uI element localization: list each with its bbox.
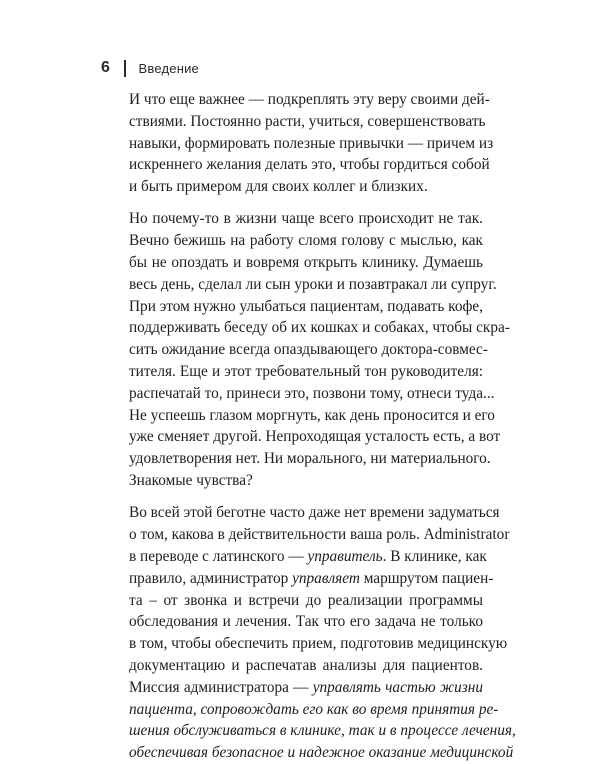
text-run: в переводе с латинского — [129,547,308,565]
text-run: ствиями. Постоянно расти, учиться, совершенствовать [129,112,486,130]
text-line [129,133,494,155]
text-run: Не успеешь глазом моргнуть, как день проносится и его [129,406,495,424]
body-text [129,89,516,764]
text-line [129,590,483,612]
text-run: Но почему-то в жизни чаще всего происходит не так. [129,210,483,228]
text-line [129,296,483,318]
text-run: уже сменяет другой. Непроходящая усталость есть, а вот [129,428,501,446]
text-line [129,405,495,427]
emphasis-text: обеспечивая безопасное и надежное оказание медицинской [129,744,514,762]
emphasis-text: шения обслуживаться в клинике, так и в процессе лечения, [129,722,516,740]
text-line [129,252,483,274]
text-line [129,546,487,568]
text-run: искреннего желания делать это, чтобы гордиться собой [129,156,490,174]
text-run: И что еще важнее — подкреплять эту веру своими дей- [129,91,490,108]
running-header [101,59,199,77]
text-line [129,633,508,655]
text-line [129,361,483,383]
page-number: 6 [101,59,110,76]
text-line [129,611,483,633]
text-run: . В клинике, как [382,547,487,565]
text-run: та – от звонка и встречи до реализации программы [129,591,483,609]
header-separator [124,60,126,77]
text-line [129,677,483,699]
text-line [129,655,483,677]
text-line [129,383,495,405]
text-run: Знакомые чувства? [129,472,253,490]
text-run: распечатай то, принеси это, позвони тому, отнеси туда... [129,384,495,402]
text-run: бы не опоздать и вовремя открыть клинику. Думаешь [129,254,483,272]
text-run: Миссия администратора — [129,678,313,696]
text-run: о том, какова в действительности ваша роль. Administrator [129,526,510,544]
emphasis-text: управлять частью жизни [312,678,483,696]
emphasis-text: управитель [307,547,383,565]
text-line [129,742,514,764]
text-line [129,470,483,492]
text-run: в том, чтобы обеспечить прием, подготовив медицинскую [129,635,508,653]
text-line [129,720,516,742]
text-line [129,208,483,230]
emphasis-text: управляет [292,569,360,587]
text-run: маршрутом пациен- [359,569,494,587]
text-line [129,230,483,252]
text-run: Вечно бежишь на работу сломя голову с мыслью, как [129,232,483,250]
text-run: навыки, формировать полезные привычки — причем из [129,134,494,152]
text-run: Во всей этой беготне часто даже нет времени задуматься [129,504,500,522]
text-run: правило, администратор [129,569,293,587]
text-line [129,317,510,339]
text-line [129,699,499,721]
text-run: поддерживать беседу об их кошках и собаках, чтобы скра- [129,319,510,337]
text-line [129,176,483,198]
text-run: весь день, сделал ли сын уроки и позавтракал ли супруг. [129,275,497,293]
text-run: удовлетворения нет. Ни морального, ни материального. [129,450,491,468]
text-run: сить ожидание всегда опаздывающего доктора-совмес- [129,341,488,359]
text-line [129,568,494,590]
text-run: тителя. Еще и этот требовательный тон руководителя: [129,363,483,381]
text-run: и быть примером для своих коллег и близких. [129,178,428,196]
text-line [129,339,488,361]
text-line [129,154,490,176]
text-line [129,448,491,470]
text-line [129,89,490,111]
text-line [129,502,500,524]
text-line [129,426,501,448]
text-run: При этом нужно улыбаться пациентам, подавать кофе, [129,297,483,315]
text-run: обследования и лечения. Так что его задача не только [129,613,483,631]
text-line [129,524,510,546]
text-run: документацию и распечатав анализы для пациентов. [129,656,483,674]
text-line [129,274,497,296]
text-line [129,111,486,133]
emphasis-text: пациента, сопровождать его как во время принятия ре- [129,700,499,718]
section-title: Введение [138,60,199,76]
